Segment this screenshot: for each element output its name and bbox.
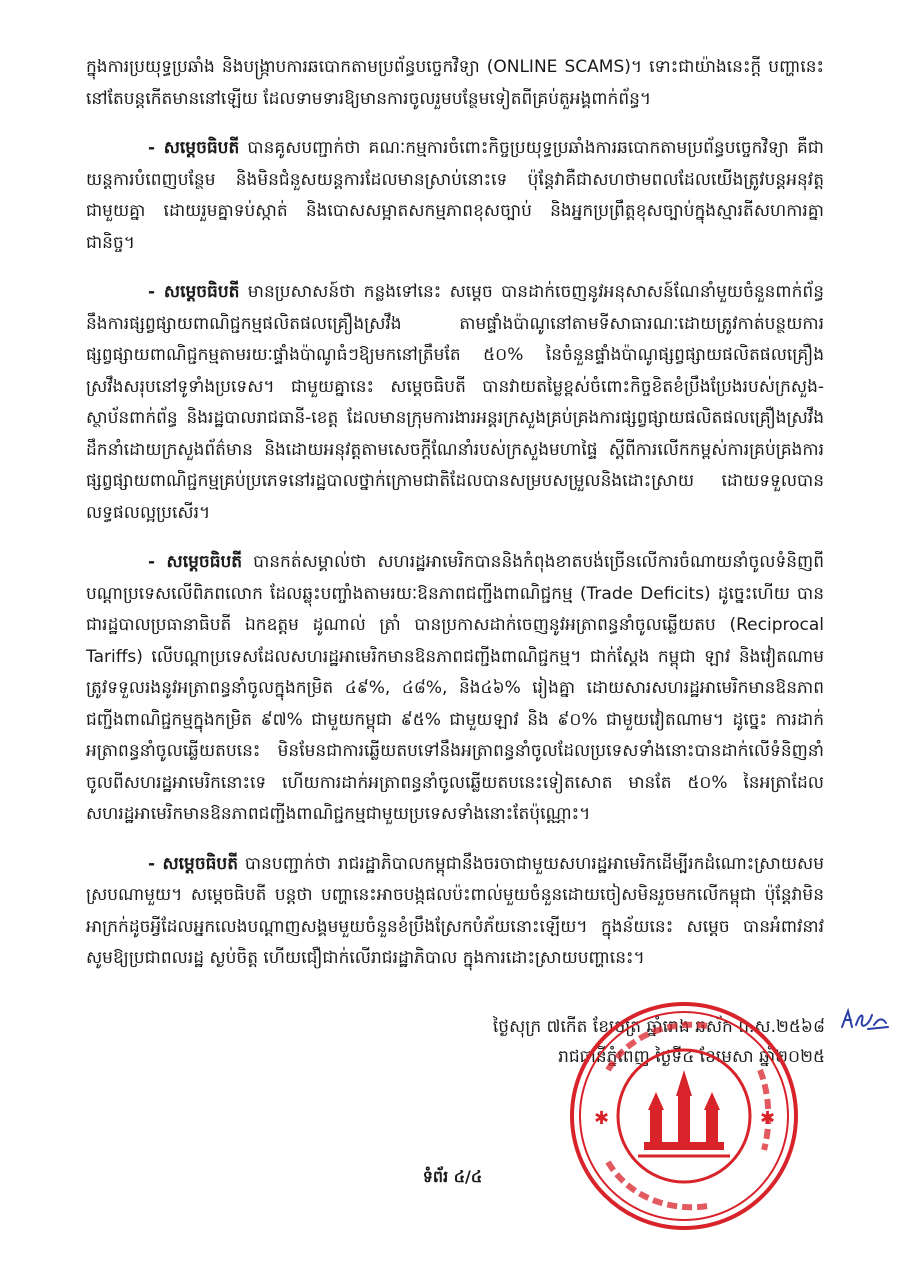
paragraph-1 bbox=[86, 52, 824, 115]
paragraph-4-text: បានកត់សម្គាល់ថា សហរដ្ឋអាមេរិកបាននិងកំពុងខាតបង់ច្រើនលើការចំណាយនាំចូលទំនិញពីបណ្តាប្រទេសលើពិភពលោក ដែលឆ្លុះបញ្ចាំងតាមរយៈឱនភាពជញ្ជីងពាណិជ្ជកម្ម (Trade Deficits) ដូច្នេះហើយ បានជារដ្ឋបាលប្រធានាធិបតី ឯកឧត្តម ដូណាល់ ត្រាំ បានប្រកាសដាក់ចេញនូវអត្រាពន្ធនាំចូលឆ្លើយតប (Reciprocal Tariffs) លើបណ្តាប្រទេសដែលសហរដ្ឋអាមេរិកមានឱនភាពជញ្ជីងពាណិជ្ជកម្ម។ ជាក់ស្តែង កម្ពុជា ឡាវ និងវៀតណាម ត្រូវទទួលរងនូវអត្រាពន្ធនាំចូលក្នុងកម្រិត ៤៩%, ៤៨%, និង៤៦% រៀងគ្នា ដោយសារសហរដ្ឋអាមេរិកមានឱនភាពជញ្ជីងពាណិជ្ជកម្មក្នុងកម្រិត ៩៧% ជាមួយកម្ពុជា ៩៥% ជាមួយឡាវ និង ៩០% ជាមួយវៀតណាម។ ដូច្នេះ ការដាក់អត្រាពន្ធនាំចូលឆ្លើយតបនេះ មិនមែនជាការឆ្លើយតបទៅនឹងអត្រាពន្ធនាំចូលដែលប្រទេសទាំងនោះបានដាក់លើទំនិញនាំចូលពីសហរដ្ឋអាមេរិកនោះទេ ហើយការដាក់អត្រាពន្ធនាំចូលឆ្លើយតបនេះទៀតសោត មានតែ ៥០% នៃអត្រាដែលសហរដ្ឋអាមេរិកមានឱនភាពជញ្ជីងពាណិជ្ជកម្មជាមួយប្រទេសទាំងនោះតែប៉ុណ្ណោះ។ bbox=[86, 552, 825, 824]
paragraph-4 bbox=[86, 547, 824, 831]
paragraph-4-lead: - សម្តេចធិបតី bbox=[148, 552, 243, 572]
initials-signature bbox=[838, 1005, 890, 1033]
paragraph-3-text: មានប្រសាសន៍ថា កន្លងទៅនេះ សម្តេច បានដាក់ចេញនូវអនុសាសន៍ណែនាំមួយចំនួនពាក់ព័ន្ធនឹងការផ្សព្វផ្សាយពាណិជ្ជកម្មផលិតផលគ្រឿងស្រវឹង តាមផ្ទាំងប៉ាណូនៅតាមទីសាធារណៈដោយត្រូវកាត់បន្ថយការផ្សព្វផ្សាយពាណិជ្ជកម្មតាមរយៈផ្ទាំងប៉ាណូធំៗឱ្យមកនៅត្រឹមតែ ៥០% នៃចំនួនផ្ទាំងប៉ាណូផ្សព្វផ្សាយផលិតផលគ្រឿងស្រវឹងសរុបនៅទូទាំងប្រទេស។ ជាមួយគ្នានេះ សម្តេចធិបតី បានវាយតម្លៃខ្ពស់ចំពោះកិច្ចខិតខំប្រឹងប្រែងរបស់ក្រសួង-ស្ថាប័នពាក់ព័ន្ធ និងរដ្ឋបាលរាជធានី-ខេត្ត ដែលមានក្រុមការងារអន្តរក្រសួងគ្រប់គ្រងការផ្សព្វផ្សាយផលិតផលគ្រឿងស្រវឹងដឹកនាំដោយក្រសួងព័ត៌មាន និងដោយអនុវត្តតាមសេចក្តីណែនាំរបស់ក្រសួងមហាផ្ទៃ ស្តីពីការលើកកម្ពស់ការគ្រប់គ្រងការផ្សព្វផ្សាយពាណិជ្ជកម្មគ្រប់ប្រភេទនៅរដ្ឋបាលថ្នាក់ក្រោមជាតិដែលបានសម្របសម្រួលនិងដោះស្រាយ ដោយទទួលបានលទ្ធផលល្អប្រសើរ។ bbox=[86, 282, 824, 523]
page-number: ទំព័រ ៤/៤ bbox=[422, 1167, 483, 1186]
paragraph-1-text: ក្នុងការប្រយុទ្ធប្រឆាំង និងបង្ក្រាបការឆបោកតាមប្រព័ន្ធបច្ចេកវិទ្យា (ONLINE SCAMS)។ ទោះជាយ៉ាងនេះក្តី បញ្ហានេះនៅតែបន្តកើតមាននៅឡើយ ដែលទាមទារឱ្យមានការចូលរួមបន្ថែមទៀតពីគ្រប់តួអង្គពាក់ព័ន្ធ។ bbox=[86, 57, 824, 109]
paragraph-2-lead: - សម្តេចធិបតី bbox=[148, 138, 240, 158]
paragraph-5 bbox=[86, 849, 824, 975]
paragraph-5-text: បានបញ្ជាក់ថា រាជរដ្ឋាភិបាលកម្ពុជានឹងចរចាជាមួយសហរដ្ឋអាមេរិកដើម្បីរកដំណោះស្រាយសមស្របណាមួយ។ សម្តេចធិបតី បន្តថា បញ្ហានេះអាចបង្កផលប៉ះពាល់មួយចំនួនដោយចៀសមិនរួចមកលើកម្ពុជា ប៉ុន្តែវាមិនអាក្រក់ដូចអ្វីដែលអ្នកលេងបណ្តាញសង្គមមួយចំនួនខំប្រឹងស្រែកបំភ័យនោះឡើយ។ ក្នុងន័យនេះ សម្តេច បានអំពាវនាវសូមឱ្យប្រជាពលរដ្ឋ ស្ងប់ចិត្ត ហើយជឿជាក់លើរាជរដ្ឋាភិបាល ក្នុងការដោះស្រាយបញ្ហានេះ។ bbox=[86, 853, 824, 968]
place-date-line: រាជធានីភ្នំពេញ ថ្ងៃទី៤ ខែមេសា ឆ្នាំ២០២៥ bbox=[558, 1047, 825, 1067]
paragraph-2 bbox=[86, 133, 824, 259]
document-body bbox=[86, 52, 824, 993]
paragraph-2-text: បានគូសបញ្ជាក់ថា គណៈកម្មការចំពោះកិច្ចប្រយុទ្ធប្រឆាំងការឆបោកតាមប្រព័ន្ធបច្ចេកវិទ្យា គឺជាយន្តការបំពេញបន្ថែម និងមិនជំនួសយន្តការដែលមានស្រាប់នោះទេ ប៉ុន្តែវាគឺជាសហថាមពលដែលយើងត្រូវបន្តអនុវត្តជាមួយគ្នា ដោយរួមគ្នាទប់ស្កាត់ និងបោសសម្អាតសកម្មភាពខុសច្បាប់ និងអ្នកប្រព្រឹត្តខុសច្បាប់ក្នុងស្មារតីសហការគ្នាជានិច្ច។ bbox=[86, 138, 824, 253]
svg-text:✱: ✱ bbox=[760, 1108, 776, 1129]
paragraph-3 bbox=[86, 277, 824, 529]
official-seal bbox=[568, 1000, 800, 1232]
paragraph-3-lead: - សម្តេចធិបតី bbox=[148, 282, 240, 302]
lunar-date-line: ថ្ងៃសុក្រ ៧កើត ខែចេត្រ ឆ្នាំរោង ឆស័ក ព.ស.២៥៦៨ bbox=[492, 1017, 825, 1037]
paragraph-5-lead: - សម្តេចធិបតី bbox=[148, 853, 239, 874]
svg-text:✱: ✱ bbox=[594, 1108, 610, 1129]
